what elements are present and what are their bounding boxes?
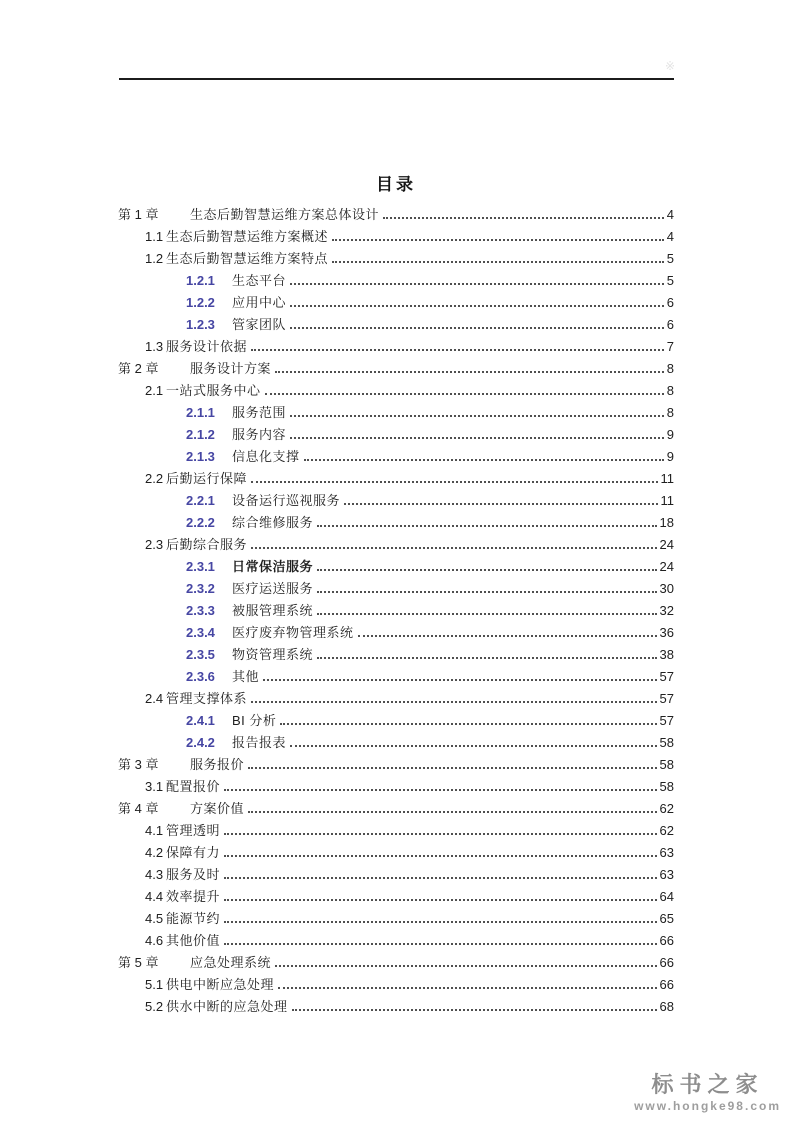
toc-entry-number: 4.1 — [145, 823, 164, 838]
toc-entry-page: 9 — [666, 427, 674, 442]
toc-entry-page: 65 — [659, 911, 674, 926]
toc-entry[interactable] — [118, 226, 674, 248]
toc-entry-page: 63 — [659, 845, 674, 860]
toc-entry-number: 1.3 — [145, 339, 164, 354]
toc-entry-number: 4.3 — [145, 867, 164, 882]
toc-entry[interactable] — [118, 292, 674, 314]
toc-entry-number: 第 2 章 — [118, 361, 159, 376]
toc-entry-page: 57 — [659, 669, 674, 684]
toc-entry[interactable] — [118, 864, 674, 886]
dot-leader — [290, 424, 664, 439]
toc-entry-number: 2.2.1 — [186, 493, 215, 508]
toc-entry-number: 2.3.1 — [186, 559, 215, 574]
toc-entry-page: 58 — [659, 779, 674, 794]
toc-entry[interactable] — [118, 974, 674, 996]
watermark-brand: 标书之家 — [651, 1073, 764, 1098]
toc-entry-label: 配置报价 — [166, 779, 221, 794]
toc-entry-number: 2.1.2 — [186, 427, 215, 442]
dot-leader — [317, 556, 657, 571]
toc-entry-page: 58 — [659, 735, 674, 750]
toc-entry-label: 物资管理系统 — [232, 647, 314, 662]
toc-entry-page: 66 — [659, 933, 674, 948]
toc-entry[interactable] — [118, 468, 674, 490]
toc-entry[interactable] — [118, 798, 674, 820]
toc-entry[interactable] — [118, 908, 674, 930]
toc-entry[interactable] — [118, 600, 674, 622]
toc-entry-page: 63 — [659, 867, 674, 882]
dot-leader — [224, 908, 657, 923]
toc-entry-page: 62 — [659, 823, 674, 838]
toc-entry[interactable] — [118, 732, 674, 754]
toc-entry-number: 2.3 — [145, 537, 164, 552]
dot-leader — [224, 776, 657, 791]
dot-leader — [251, 468, 657, 483]
toc-entry-page: 66 — [659, 977, 674, 992]
toc-entry-label: 能源节约 — [166, 911, 221, 926]
toc-entry-number: 2.3.5 — [186, 647, 215, 662]
dot-leader — [263, 666, 657, 681]
toc-entry-page: 57 — [659, 713, 674, 728]
toc-entry-label: 一站式服务中心 — [166, 383, 261, 398]
toc-entry-page: 32 — [659, 603, 674, 618]
toc-entry-label: 服务范围 — [232, 405, 287, 420]
toc-entry-number: 3.1 — [145, 779, 164, 794]
toc-entry-label: 管理支撑体系 — [166, 691, 248, 706]
toc-entry-number: 2.1.1 — [186, 405, 215, 420]
toc-entry[interactable] — [118, 402, 674, 424]
toc-entry[interactable] — [118, 710, 674, 732]
toc-entry-label: 服务设计依据 — [166, 339, 248, 354]
toc-entry-page: 4 — [666, 229, 674, 244]
toc-entry-page: 66 — [659, 955, 674, 970]
toc-entry[interactable] — [118, 820, 674, 842]
dot-leader — [317, 512, 657, 527]
toc-entry-number: 1.1 — [145, 229, 164, 244]
toc-entry-label: 管理透明 — [166, 823, 221, 838]
dot-leader — [290, 732, 657, 747]
toc-entry-label: 其他价值 — [166, 933, 221, 948]
toc-entry-label: 服务设计方案 — [190, 361, 272, 376]
toc-entry-label: 服务报价 — [190, 757, 245, 772]
toc-entry-number: 2.4.1 — [186, 713, 215, 728]
toc-entry[interactable] — [118, 776, 674, 798]
toc-entry[interactable] — [118, 666, 674, 688]
toc-list — [118, 204, 674, 1018]
toc-entry[interactable] — [118, 996, 674, 1018]
toc-entry[interactable] — [118, 358, 674, 380]
toc-entry[interactable] — [118, 424, 674, 446]
toc-entry-page: 68 — [659, 999, 674, 1014]
watermark — [634, 1073, 781, 1114]
dot-leader — [317, 578, 657, 593]
dot-leader — [224, 886, 657, 901]
toc-entry-number: 4.5 — [145, 911, 164, 926]
toc-entry[interactable] — [118, 930, 674, 952]
toc-entry-page: 5 — [666, 273, 674, 288]
toc-entry[interactable] — [118, 754, 674, 776]
toc-entry-page: 4 — [666, 207, 674, 222]
toc-entry-page: 36 — [659, 625, 674, 640]
toc-entry-label: 服务内容 — [232, 427, 287, 442]
toc-entry[interactable] — [118, 270, 674, 292]
toc-entry-number: 2.4 — [145, 691, 164, 706]
toc-entry-label: 后勤运行保障 — [166, 471, 248, 486]
toc-entry-number: 4.2 — [145, 845, 164, 860]
dot-leader — [290, 402, 664, 417]
toc-entry-number: 第 1 章 — [118, 207, 159, 222]
toc-entry-number: 4.6 — [145, 933, 164, 948]
toc-entry-number: 1.2.2 — [186, 295, 215, 310]
dot-leader — [358, 622, 657, 637]
dot-leader — [290, 314, 664, 329]
toc-entry-page: 64 — [659, 889, 674, 904]
page-title: 目录 — [376, 175, 416, 194]
toc-entry-label: 生态后勤智慧运维方案总体设计 — [190, 207, 380, 222]
toc-entry[interactable] — [118, 952, 674, 974]
toc-entry-label: 服务及时 — [166, 867, 221, 882]
dot-leader — [317, 644, 657, 659]
dot-leader — [224, 820, 657, 835]
toc-entry-label: 日常保洁服务 — [232, 559, 314, 574]
toc-entry-label: 供水中断的应急处理 — [166, 999, 288, 1014]
toc-entry-page: 38 — [659, 647, 674, 662]
toc-entry[interactable] — [118, 688, 674, 710]
dot-leader — [248, 754, 657, 769]
dot-leader — [275, 952, 657, 967]
dot-leader — [224, 864, 657, 879]
toc-entry-label: 综合维修服务 — [232, 515, 314, 530]
header-rule — [119, 78, 674, 80]
toc-entry[interactable] — [118, 556, 674, 578]
dot-leader — [275, 358, 664, 373]
toc-entry-label: 后勤综合服务 — [166, 537, 248, 552]
toc-entry-page: 58 — [659, 757, 674, 772]
dot-leader — [251, 534, 657, 549]
toc-entry-label: 被服管理系统 — [232, 603, 314, 618]
toc-entry[interactable] — [118, 644, 674, 666]
toc-entry-page: 30 — [659, 581, 674, 596]
dot-leader — [383, 204, 664, 219]
toc-entry-page: 24 — [659, 537, 674, 552]
toc-entry-page: 6 — [666, 295, 674, 310]
toc-entry-number: 1.2.1 — [186, 273, 215, 288]
toc-entry[interactable] — [118, 336, 674, 358]
dot-leader — [290, 292, 664, 307]
toc-entry[interactable] — [118, 578, 674, 600]
dot-leader — [224, 842, 657, 857]
toc-entry[interactable] — [118, 446, 674, 468]
toc-entry-page: 8 — [666, 383, 674, 398]
toc-entry[interactable] — [118, 314, 674, 336]
toc-entry-page: 9 — [666, 449, 674, 464]
toc-entry-page: 18 — [659, 515, 674, 530]
toc-entry-number: 5.2 — [145, 999, 164, 1014]
toc-entry-label: 保障有力 — [166, 845, 221, 860]
toc-entry-label: 生态后勤智慧运维方案特点 — [166, 251, 329, 266]
toc-entry-label: BI 分析 — [232, 713, 277, 728]
dot-leader — [278, 974, 657, 989]
toc-entry[interactable] — [118, 490, 674, 512]
dot-leader — [304, 446, 664, 461]
toc-entry-number: 2.3.2 — [186, 581, 215, 596]
dot-leader — [224, 930, 657, 945]
toc-entry-page: 6 — [666, 317, 674, 332]
toc-entry-label: 设备运行巡视服务 — [232, 493, 341, 508]
dot-leader — [292, 996, 657, 1011]
toc-entry[interactable] — [118, 248, 674, 270]
toc-entry-page: 57 — [659, 691, 674, 706]
toc-entry-label: 医疗废弃物管理系统 — [232, 625, 354, 640]
toc-entry-label: 效率提升 — [166, 889, 221, 904]
toc-entry-label: 管家团队 — [232, 317, 287, 332]
toc-entry-number: 5.1 — [145, 977, 164, 992]
toc-entry-page: 7 — [666, 339, 674, 354]
dot-leader — [332, 226, 664, 241]
toc-entry-label: 生态平台 — [232, 273, 287, 288]
dot-leader — [317, 600, 657, 615]
toc-entry-number: 2.4.2 — [186, 735, 215, 750]
toc-entry-page: 11 — [660, 493, 674, 508]
toc-entry-number: 2.3.3 — [186, 603, 215, 618]
watermark-url: www.hongke98.com — [634, 1099, 781, 1113]
toc-entry-page: 5 — [666, 251, 674, 266]
toc-entry-number: 1.2.3 — [186, 317, 215, 332]
toc-entry[interactable] — [118, 380, 674, 402]
toc-entry-number: 2.1 — [145, 383, 164, 398]
dot-leader — [251, 336, 664, 351]
header-faint-mark-icon: ※ — [665, 59, 676, 73]
dot-leader — [280, 710, 656, 725]
dot-leader — [290, 270, 664, 285]
toc-entry-label: 供电中断应急处理 — [166, 977, 275, 992]
dot-leader — [251, 688, 657, 703]
dot-leader — [344, 490, 657, 505]
toc-entry-number: 1.2 — [145, 251, 164, 266]
toc-entry-label: 方案价值 — [190, 801, 245, 816]
toc-entry-number: 第 5 章 — [118, 955, 159, 970]
toc-entry[interactable] — [118, 512, 674, 534]
toc-entry[interactable] — [118, 886, 674, 908]
dot-leader — [248, 798, 657, 813]
toc-entry-number: 第 3 章 — [118, 757, 159, 772]
toc-entry-page: 8 — [666, 361, 674, 376]
dot-leader — [332, 248, 664, 263]
toc-entry[interactable] — [118, 842, 674, 864]
toc-entry-number: 2.2 — [145, 471, 164, 486]
toc-entry-page: 11 — [660, 471, 674, 486]
toc-entry-page: 8 — [666, 405, 674, 420]
toc-entry-number: 2.3.4 — [186, 625, 215, 640]
toc-entry-label: 信息化支撑 — [232, 449, 300, 464]
toc-entry[interactable] — [118, 622, 674, 644]
toc-entry-number: 2.2.2 — [186, 515, 215, 530]
toc-entry-number: 2.3.6 — [186, 669, 215, 684]
dot-leader — [265, 380, 664, 395]
toc-entry[interactable] — [118, 534, 674, 556]
toc-entry-number: 第 4 章 — [118, 801, 159, 816]
toc-entry-page: 62 — [659, 801, 674, 816]
toc-entry-number: 4.4 — [145, 889, 164, 904]
toc-entry-label: 应急处理系统 — [190, 955, 272, 970]
toc-entry-label: 其他 — [232, 669, 260, 684]
toc-entry-label: 报告报表 — [232, 735, 287, 750]
toc-entry-number: 2.1.3 — [186, 449, 215, 464]
toc-entry-label: 生态后勤智慧运维方案概述 — [166, 229, 329, 244]
toc-entry-page: 24 — [659, 559, 674, 574]
toc-entry[interactable] — [118, 204, 674, 226]
toc-entry-label: 医疗运送服务 — [232, 581, 314, 596]
toc-entry-label: 应用中心 — [232, 295, 287, 310]
